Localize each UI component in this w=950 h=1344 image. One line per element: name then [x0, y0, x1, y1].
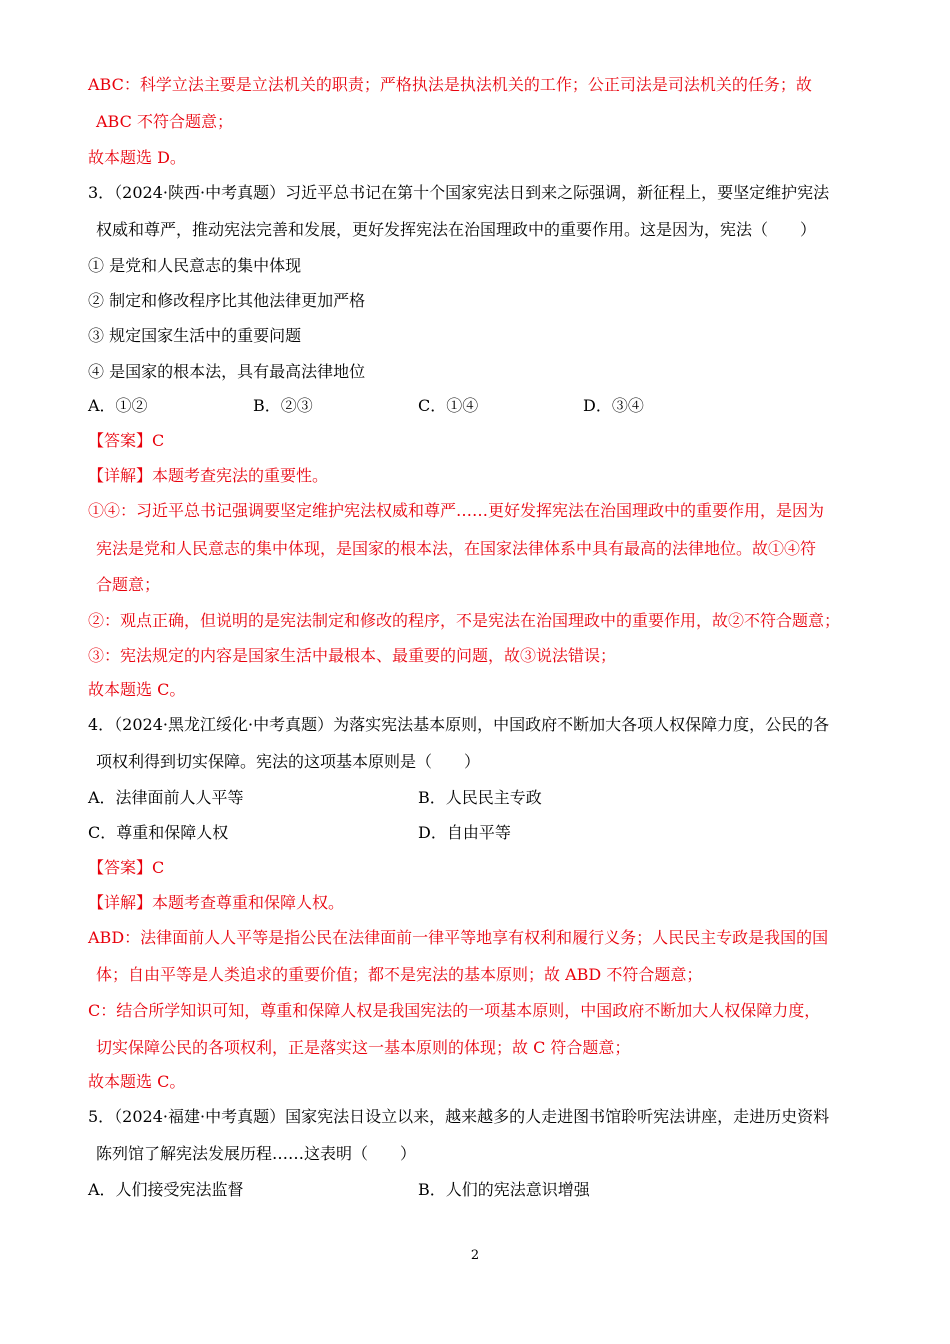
q3-item-2: ② 制定和修改程序比其他法律更加严格	[88, 291, 366, 310]
q4-stem-line2: 项权利得到切实保障。宪法的这项基本原则是（ ）	[96, 752, 481, 771]
q4-answer: 【答案】C	[88, 858, 165, 877]
q3-detail: 【详解】本题考查宪法的重要性。	[88, 466, 329, 485]
q4-detail: 【详解】本题考查尊重和保障人权。	[88, 893, 345, 912]
prev-explanation-abc-line2: ABC 不符合题意；	[96, 112, 233, 131]
q4-option-c: C．尊重和保障人权	[88, 823, 229, 842]
q4-option-b: B．人民民主专政	[418, 788, 542, 807]
q3-item-4: ④ 是国家的根本法，具有最高法律地位	[88, 362, 366, 381]
q4-option-d: D．自由平等	[418, 823, 511, 842]
q3-explanation-14-line1: ①④：习近平总书记强调要坚定维护宪法权威和尊严……更好发挥宪法在治国理政中的重要作用，是因为	[88, 501, 825, 520]
q4-explanation-c-line1: C：结合所学知识可知，尊重和保障人权是我国宪法的一项基本原则，中国政府不断加大人权保障力度，	[88, 1001, 821, 1020]
q3-explanation-14-line2: 宪法是党和人民意志的集中体现，是国家的根本法，在国家法律体系中具有最高的法律地位。故①④符	[96, 539, 817, 558]
q3-item-1: ① 是党和人民意志的集中体现	[88, 256, 302, 275]
q3-answer: 【答案】C	[88, 431, 165, 450]
prev-conclusion: 故本题选 D。	[88, 148, 186, 167]
q5-stem-line1: 5．（2024·福建·中考真题）国家宪法日设立以来，越来越多的人走进图书馆聆听宪法讲座，走进历史资料	[88, 1107, 830, 1126]
q4-explanation-abd-line2: 体；自由平等是人类追求的重要价值；都不是宪法的基本原则；故 ABD 不符合题意；	[96, 965, 703, 984]
prev-explanation-abc-line1: ABC：科学立法主要是立法机关的职责；严格执法是执法机关的工作；公正司法是司法机关的任务；故	[88, 75, 812, 94]
q3-option-d: D．③④	[583, 396, 644, 415]
q3-explanation-2: ②：观点正确，但说明的是宪法制定和修改的程序，不是宪法在治国理政中的重要作用，故②不符合题意；	[88, 611, 841, 630]
page-number: 2	[470, 1248, 480, 1263]
q3-option-a: A．①②	[88, 396, 148, 415]
q4-stem-line1: 4．（2024·黑龙江绥化·中考真题）为落实宪法基本原则，中国政府不断加大各项人权保障力度，公民的各	[88, 715, 830, 734]
q3-stem-line1: 3．（2024·陕西·中考真题）习近平总书记在第十个国家宪法日到来之际强调，新征程上，要坚定维护宪法	[88, 183, 830, 202]
q5-option-a: A．人们接受宪法监督	[88, 1180, 244, 1199]
q3-item-3: ③ 规定国家生活中的重要问题	[88, 326, 302, 345]
q4-conclusion: 故本题选 C。	[88, 1072, 186, 1091]
q4-explanation-abd-line1: ABD：法律面前人人平等是指公民在法律面前一律平等地享有权利和履行义务；人民民主专政是我国的国	[88, 928, 829, 947]
q3-explanation-3: ③：宪法规定的内容是国家生活中最根本、最重要的问题，故③说法错误；	[88, 646, 617, 665]
q3-option-c: C．①④	[418, 396, 479, 415]
q4-option-a: A．法律面前人人平等	[88, 788, 244, 807]
q3-conclusion: 故本题选 C。	[88, 680, 186, 699]
q3-stem-line2: 权威和尊严，推动宪法完善和发展，更好发挥宪法在治国理政中的重要作用。这是因为，宪法（ ）	[96, 220, 817, 239]
q5-stem-line2: 陈列馆了解宪法发展历程……这表明（ ）	[96, 1144, 417, 1163]
q3-option-b: B．②③	[253, 396, 313, 415]
q3-explanation-14-line3: 合题意；	[96, 575, 161, 594]
q4-explanation-c-line2: 切实保障公民的各项权利，正是落实这一基本原则的体现；故 C 符合题意；	[96, 1038, 631, 1057]
q5-option-b: B．人们的宪法意识增强	[418, 1180, 590, 1199]
